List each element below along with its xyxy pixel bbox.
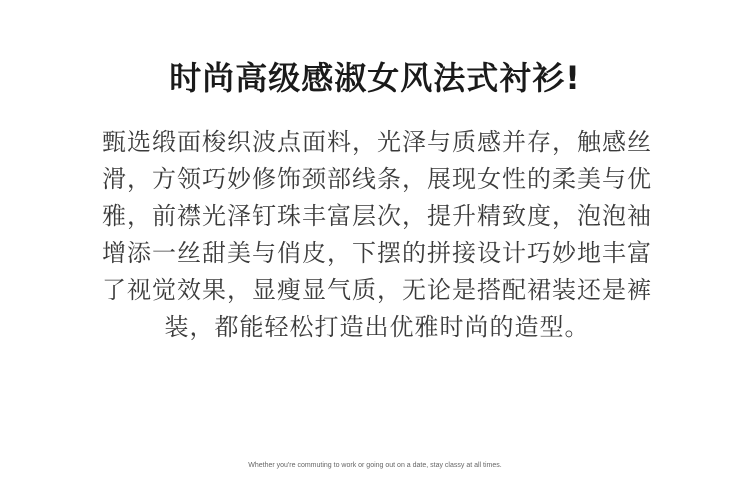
footer-tagline: Whether you're commuting to work or going out on a date, stay classy at all times.	[248, 462, 502, 469]
description-line: 滑，方领巧妙修饰颈部线条，展现女性的柔美与优	[102, 165, 652, 193]
description-paragraph	[94, 124, 660, 346]
page-title: 时尚高级感淑女风法式衬衫!	[169, 59, 581, 97]
description-line: 装，都能轻松打造出优雅时尚的造型。	[164, 313, 590, 341]
description-line: 雅，前襟光泽钉珠丰富层次，提升精致度，泡泡袖	[102, 202, 652, 230]
description-line: 增添一丝甜美与俏皮，下摆的拼接设计巧妙地丰富	[102, 239, 652, 267]
description-line: 甄选缎面梭织波点面料，光泽与质感并存，触感丝	[102, 128, 652, 156]
description-line: 了视觉效果，显瘦显气质，无论是搭配裙装还是裤	[102, 276, 652, 304]
